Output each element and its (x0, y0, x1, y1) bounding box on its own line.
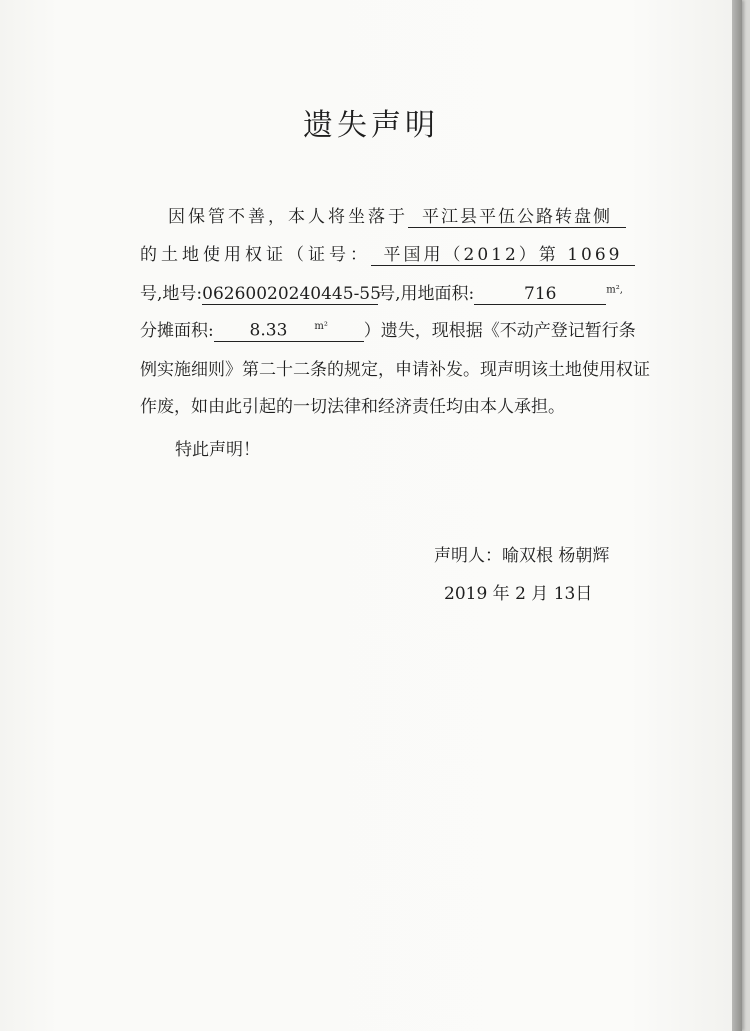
shared-area-field (214, 317, 364, 342)
para-line-3-text: 号,地号: (140, 284, 203, 304)
para-line-3 (140, 279, 623, 305)
land-number-field: 06260020240445-55 (202, 284, 381, 304)
signature-line: 声明人：喻双根 杨朝辉 (434, 546, 610, 566)
area-field: 716 (474, 284, 606, 305)
shared-area-unit: m² (314, 321, 328, 333)
para-line-1-text: 因保管不善，本人将坐落于 (168, 207, 408, 227)
certificate-number-field: 平国用（2012）第 1069 (371, 245, 635, 266)
closing-line: 特此声明！ (175, 440, 260, 460)
page-edge-shadow (732, 0, 742, 1031)
date-line: 2019 年 2 月 13日 (444, 584, 593, 604)
para-line-4-suffix: ）遗失，现根据《不动产登记暂行条 (363, 321, 636, 341)
location-field: 平江县平伍公路转盘侧 (408, 207, 626, 228)
shared-area-value: 8.33 (249, 321, 288, 341)
para-line-3-mid: 号,用地面积: (378, 284, 475, 304)
para-line-1 (168, 202, 626, 228)
para-line-4-text: 分摊面积: (140, 321, 214, 341)
para-line-2 (140, 240, 635, 266)
para-line-4 (140, 316, 636, 342)
para-line-2-text: 的土地使用权证（证号： (140, 245, 371, 265)
para-line-6: 作废，如由此引起的一切法律和经济责任均由本人承担。 (140, 397, 565, 417)
area-unit: m², (606, 284, 623, 296)
document-title: 遗失声明 (303, 108, 439, 143)
para-line-5: 例实施细则》第二十二条的规定，申请补发。现声明该土地使用权证 (140, 360, 650, 380)
